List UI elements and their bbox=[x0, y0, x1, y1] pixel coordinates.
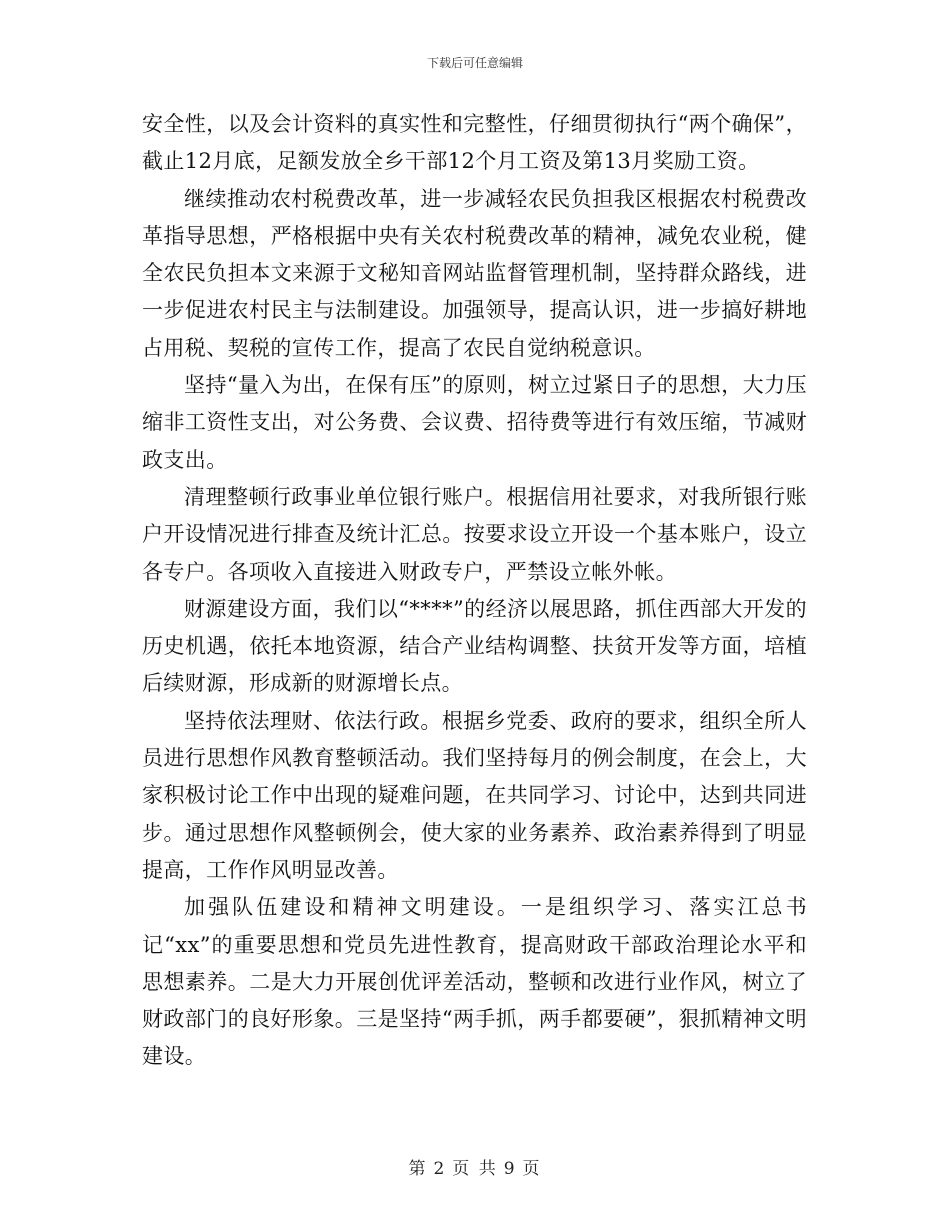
paragraph-5: 财源建设方面，我们以“****”的经济以展思路，抓住西部大开发的历史机遇，依托本地资源，结合产业结构调整、扶贫开发等方面，培植后续财源，形成新的财源增长点。 bbox=[142, 596, 807, 696]
current-page-number: 2 bbox=[433, 1159, 447, 1179]
page-footer bbox=[0, 1154, 950, 1179]
footer-middle: 页 共 bbox=[452, 1159, 498, 1179]
footer-prefix: 第 bbox=[408, 1159, 428, 1179]
document-body bbox=[142, 106, 807, 1076]
paragraph-3: 坚持“量入为出，在保有压”的原则，树立过紧日子的思想，大力压缩非工资性支出，对公务费、会议费、招待费等进行有效压缩，节减财政支出。 bbox=[142, 373, 807, 472]
paragraph-6: 坚持依法理财、依法行政。根据乡党委、政府的要求，组织全所人员进行思想作风教育整顿活动。我们坚持每月的例会制度，在会上，大家积极讨论工作中出现的疑难问题，在共同学习、讨论中，达到共同进步。通过思想作风整顿例会，使大家的业务素养、政治素养得到了明显提高，工作作风明显改善。 bbox=[142, 708, 807, 882]
paragraph-2: 继续推动农村税费改革，进一步减轻农民负担我区根据农村税费改革指导思想，严格根据中央有关农村税费改革的精神，减免农业税，健全农民负担本文来源于文秘知音网站监督管理机制，坚持群众路线，进一步促进农村民主与法制建设。加强领导，提高认识，进一步搞好耕地占用税、契税的宣传工作，提高了农民自觉纳税意识。 bbox=[142, 186, 807, 360]
paragraph-7: 加强队伍建设和精神文明建设。一是组织学习、落实江总书记“xx”的重要思想和党员先进性教育，提高财政干部政治理论水平和思想素养。二是大力开展创优评差活动，整顿和改进行业作风，树立了财政部门的良好形象。三是坚持“两手抓，两手都要硬”，狠抓精神文明建设。 bbox=[142, 895, 807, 1069]
paragraph-4: 清理整顿行政事业单位银行账户。根据信用社要求，对我所银行账户开设情况进行排查及统计汇总。按要求设立开设一个基本账户，设立各专户。各项收入直接进入财政专户，严禁设立帐外帐。 bbox=[142, 484, 807, 584]
footer-suffix: 页 bbox=[522, 1159, 542, 1179]
page-header: 下载后可任意编辑 bbox=[426, 56, 523, 70]
total-pages-number: 9 bbox=[503, 1159, 517, 1179]
paragraph-1: 安全性，以及会计资料的真实性和完整性，仔细贯彻执行“两个确保”，截止12月底，足额发放全乡干部12个月工资及第13月奖励工资。 bbox=[142, 112, 807, 174]
